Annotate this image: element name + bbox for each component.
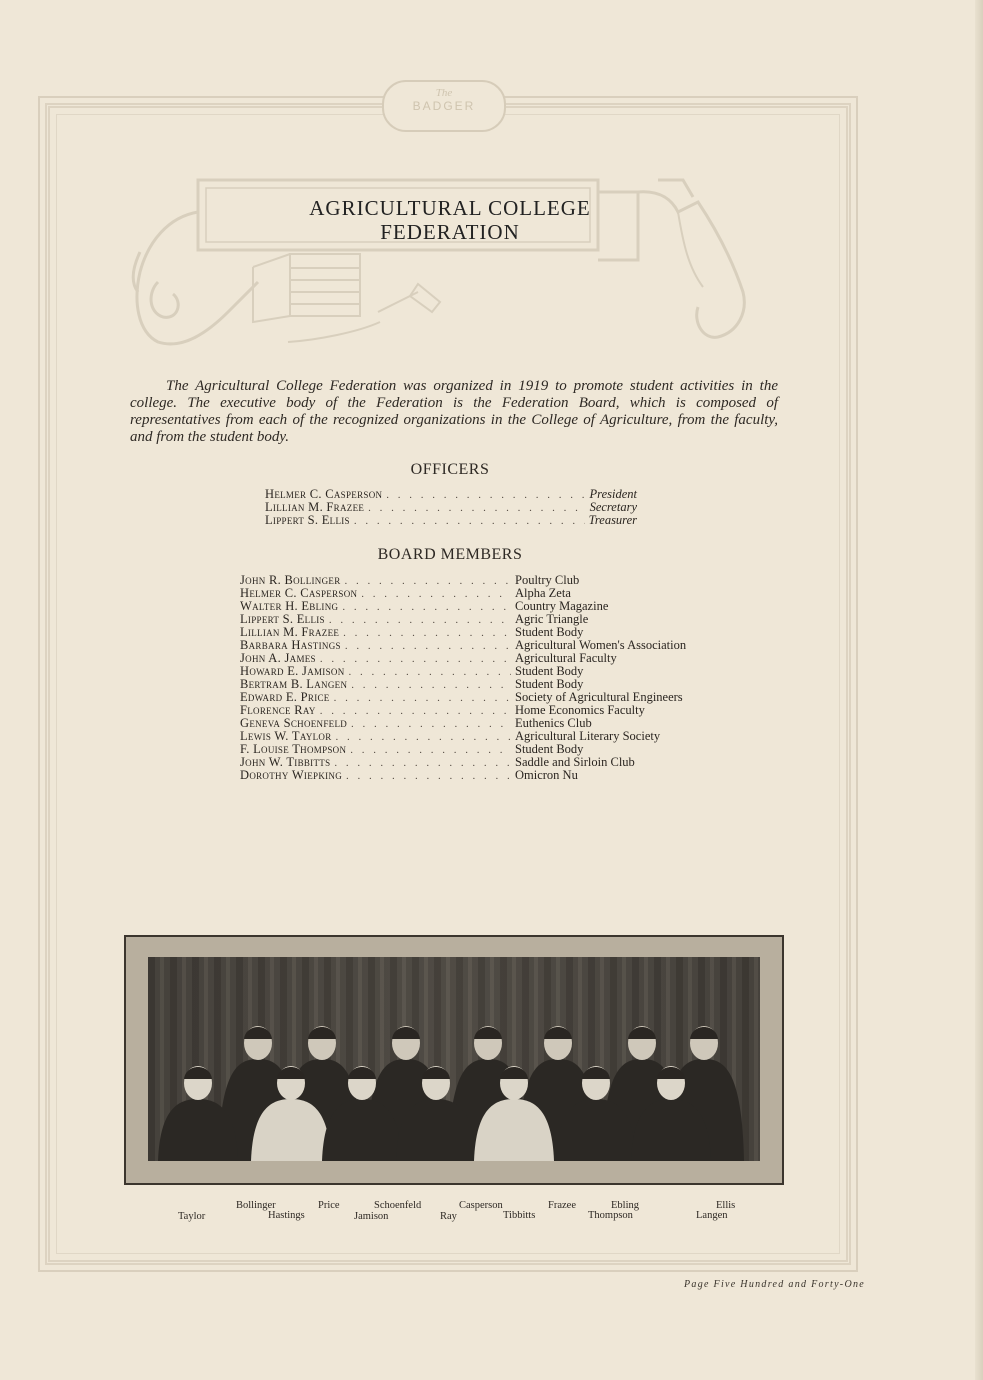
board-member-name: Geneva Schoenfeld (240, 716, 348, 730)
group-photograph (124, 935, 784, 1185)
leader-dots (368, 502, 585, 515)
board-member-organization: Agric Triangle (515, 612, 589, 626)
caption-back-row: Casperson (459, 1200, 503, 1211)
caption-front-row: Tibbitts (503, 1210, 536, 1221)
board-member-organization: Omicron Nu (515, 768, 578, 782)
photo-captions (0, 1196, 983, 1226)
leader-dots (386, 489, 585, 502)
officers-list (265, 488, 637, 527)
board-member-organization: Student Body (515, 625, 584, 639)
board-member-organization: Country Magazine (515, 599, 609, 613)
board-member-name: John R. Bollinger (240, 573, 341, 587)
page-number: Page Five Hundred and Forty-One (684, 1279, 865, 1290)
caption-front-row: Ray (440, 1211, 457, 1222)
board-member-organization: Poultry Club (515, 573, 580, 587)
intro-paragraph: The Agricultural College Federation was organized in 1919 to promote student activities in the college. The executive body of the Federation is the Federation Board, which is composed of representatives from each of the recognized organizations in the College of Agriculture, from the faculty, and from the student body. (130, 378, 778, 445)
caption-front-row: Hastings (268, 1210, 305, 1221)
page-edge (975, 0, 983, 1380)
board-member-row (240, 769, 740, 782)
board-member-organization: Agricultural Women's Association (515, 638, 687, 652)
caption-back-row: Price (318, 1200, 340, 1211)
board-member-name: Lillian M. Frazee (240, 625, 340, 639)
officers-heading: OFFICERS (410, 461, 490, 478)
badger-logo (382, 80, 506, 132)
board-member-name: Florence Ray (240, 703, 316, 717)
board-member-organization: Home Economics Faculty (515, 703, 645, 717)
officer-role: Treasurer (588, 513, 637, 527)
board-member-name: Walter H. Ebling (240, 599, 339, 613)
officer-role: President (589, 487, 637, 501)
board-member-name: Helmer C. Casperson (240, 586, 358, 600)
officer-name: Lippert S. Ellis (265, 513, 350, 527)
board-member-name: John A. James (240, 651, 316, 665)
caption-back-row: Frazee (548, 1200, 576, 1211)
caption-back-row: Bollinger (236, 1200, 276, 1211)
caption-front-row: Langen (696, 1210, 728, 1221)
board-member-organization: Student Body (515, 664, 584, 678)
board-member-name: Barbara Hastings (240, 638, 341, 652)
board-members-heading: BOARD MEMBERS (377, 546, 523, 563)
officer-name: Helmer C. Casperson (265, 487, 383, 501)
caption-front-row: Taylor (178, 1211, 206, 1222)
board-members-list (240, 574, 740, 782)
board-member-organization: Alpha Zeta (515, 586, 571, 600)
board-member-name: Howard E. Jamison (240, 664, 345, 678)
board-member-name: Edward E. Price (240, 690, 330, 704)
page-title (200, 196, 700, 244)
board-member-organization: Saddle and Sirloin Club (515, 755, 635, 769)
caption-front-row: Thompson (588, 1210, 633, 1221)
officer-role: Secretary (589, 500, 637, 514)
board-member-name: Bertram B. Langen (240, 677, 348, 691)
caption-back-row: Ellis (716, 1200, 736, 1211)
title-line-2: FEDERATION (380, 220, 520, 244)
caption-back-row: Ebling (611, 1200, 639, 1211)
board-member-name: Dorothy Wiepking (240, 768, 343, 782)
board-member-name: F. Louise Thompson (240, 742, 347, 756)
officer-row (265, 514, 637, 527)
leader-dots (346, 770, 511, 783)
badge-script: The (435, 87, 453, 99)
board-member-organization: Student Body (515, 677, 584, 691)
officer-name: Lillian M. Frazee (265, 500, 365, 514)
caption-back-row: Schoenfeld (374, 1200, 422, 1211)
board-member-organization: Society of Agricultural Engineers (515, 690, 683, 704)
board-member-organization: Euthenics Club (515, 716, 592, 730)
board-member-name: John W. Tibbitts (240, 755, 331, 769)
caption-front-row: Jamison (354, 1211, 389, 1222)
board-member-organization: Agricultural Literary Society (515, 729, 661, 743)
board-member-organization: Student Body (515, 742, 584, 756)
board-member-name-cell (240, 769, 515, 783)
badge-word: BADGER (412, 99, 476, 113)
board-member-organization: Agricultural Faculty (515, 651, 617, 665)
board-member-name: Lewis W. Taylor (240, 729, 332, 743)
board-member-name: Lippert S. Ellis (240, 612, 325, 626)
title-line-1: AGRICULTURAL COLLEGE (309, 196, 591, 220)
leader-dots (354, 515, 585, 528)
